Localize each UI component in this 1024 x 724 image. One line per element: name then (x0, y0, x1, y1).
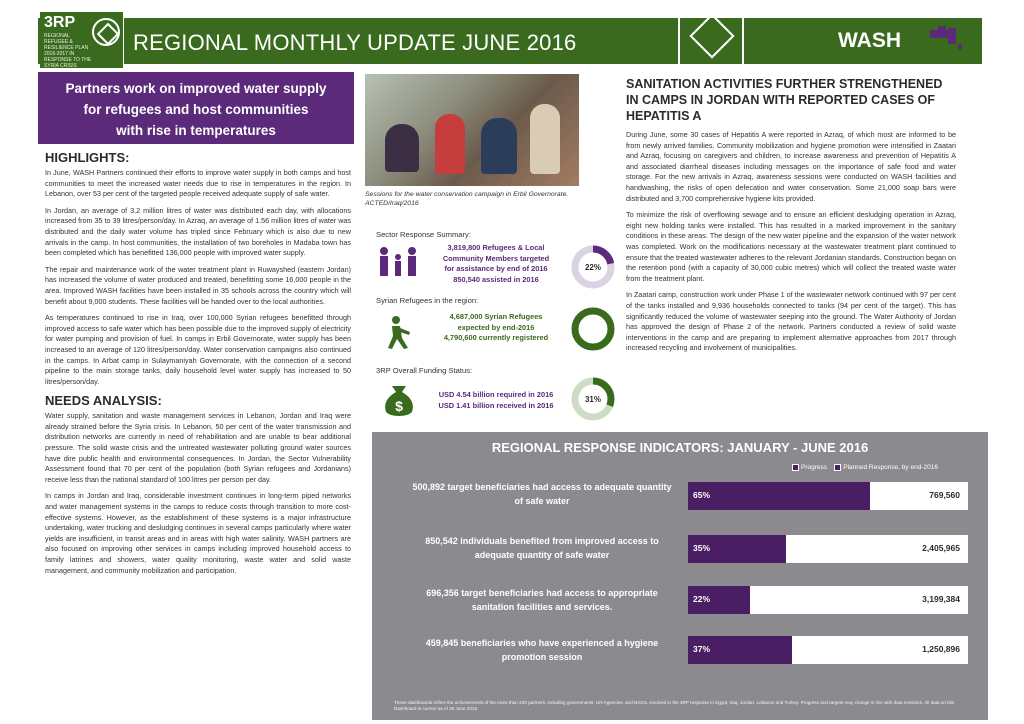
indicator-bar-fill (688, 482, 870, 510)
summary-line: 850,540 assisted in 2016 (453, 274, 539, 284)
indicators-footnote: These dashboards reflect the achievements of the more than 200 partners, including governments, UN Agencies, and NGOs, involved in the 3RP response in Egypt, Iraq, Jordan, Lebanon and Turkey. Progress and targets may change in line with data revisions. All data on this Dashboard is current as of 30 June 2016 (394, 700, 955, 711)
highlights-paragraph: As temperatures continued to rise in Iraq, over 100,000 Syrian refugees benefitted through improved access to safe water which has been possible due to the improved supply of electricity for water pumping and provision of fuel. In camps in Erbil Governorate, water supply has been increased to an average of 120 litres/person/day. Water conservation campaigns also continued in the camps. In Arbat camp in Sulaymaniyah Governorate, with the connection of a second pipeline to the main storage tanks, daily household level water supply has increased to 50 litres/person/day. (45, 313, 351, 386)
response-indicators-panel (372, 432, 988, 720)
svg-text:$: $ (395, 398, 403, 414)
refugees-progress-ring (570, 306, 616, 352)
indicator-label (394, 534, 690, 562)
indicator-target-total: 3,199,384 (922, 594, 960, 604)
funding-summary-text (424, 390, 568, 411)
legend-planned-label: Planned Response, by end-2016 (843, 464, 938, 472)
decorative-emblem-icon (678, 12, 744, 68)
right-column (626, 130, 956, 360)
indicator-label (394, 586, 690, 614)
sector-progress-label: 22% (584, 263, 602, 272)
money-bag-icon (380, 384, 418, 416)
indicator-label (394, 636, 690, 664)
indicator-percent: 22% (693, 594, 711, 604)
indicator-label-line: 500,892 target beneficiaries had access to adequate quantity (412, 482, 672, 492)
sanitation-paragraph: To minimize the risk of overflowing sewage and to ensure an efficient desludging operation in Azraq, eight new holding tanks were installed. This has resulted in a marked improvement in the sanitary conditions in these areas. The design of the new water pipeline and the expansion of the water network was completed. Work on the modifications necessary at the wastewater treatment plant continued to ensure that the treated wastewater adheres to the relevant Jordanian standards. Construction began on the retention pond (with a capacity of 30,000 cubic metres) which will collect the treated waste water from the treatment plant. (626, 210, 956, 283)
left-column (45, 150, 351, 582)
indicator-percent: 37% (693, 644, 711, 654)
funding-heading: 3RP Overall Funding Status: (376, 366, 473, 375)
sector-summary-heading: Sector Response Summary: (376, 230, 471, 239)
indicator-label (394, 480, 690, 508)
indicator-target-total: 1,250,896 (922, 644, 960, 654)
page-header (0, 0, 1024, 70)
legend-planned-swatch (834, 464, 841, 471)
indicator-target-total: 2,405,965 (922, 543, 960, 553)
highlights-paragraph: In Jordan, an average of 3.2 million litres of water was distributed each day, with allocations increased from 35 to 39 litres/person/day. In Azraq, an average of 1.56 million litres of water was distributed and the daily water volume has tripled since February which is also due to new arrivals in the camp. In host communities, the installation of two boreholes in Madaba town has been completed which has benefitted 136,000 people with improved water supply. (45, 205, 351, 258)
sanitation-title: SANITATION ACTIVITIES FURTHER STRENGTHENED IN CAMPS IN JORDAN WITH REPORTED CASES OF HEPATITIS A (626, 77, 943, 123)
indicator-bar (688, 535, 968, 563)
headline-banner (38, 72, 354, 144)
sanitation-paragraph: In Zaatari camp, construction work under Phase 1 of the wastewater network continued with 97 per cent of the tanks installed and 9,936 households connected to tanks (94 per cent of the target). This has significantly reduced the volume of wastewater seeping into the ground. The Water Authority of Jordan has approved the design of Phase 2 of the network. Partners conducted a review of solid waste interventions in the camp and are preparing to implement alternative approaches from 2017 through increased recycling and involvement of municipalities. (626, 290, 957, 353)
indicator-bar (688, 636, 968, 664)
funding-progress-ring (570, 376, 616, 422)
indicator-label-line: 696,356 target beneficiaries had access to appropriate (426, 588, 658, 598)
page-title: REGIONAL MONTHLY UPDATE JUNE 2016 (133, 30, 577, 55)
banner-line: with rise in temperatures (116, 123, 276, 138)
indicators-legend (792, 464, 938, 471)
indicator-bar (688, 482, 968, 510)
indicator-target-total: 769,560 (929, 490, 960, 500)
refugees-heading: Syrian Refugees in the region: (376, 296, 479, 305)
legend-progress-swatch (792, 464, 799, 471)
logo-text: 3RP (44, 14, 76, 31)
water-tap-icon (928, 24, 966, 54)
needs-analysis-title: NEEDS ANALYSIS: (45, 393, 162, 409)
indicator-percent: 35% (693, 543, 711, 553)
indicator-label-line: 459,845 beneficiaries who have experienced a hygiene (425, 638, 659, 648)
summary-line: for assistance by end of 2016 (444, 264, 548, 273)
indicator-label-line: of safe water (514, 496, 570, 506)
sanitation-paragraph: During June, some 30 cases of Hepatitis A were reported in Azraq, of which most are informed to be from newly arrived families. Community mobilization and hygiene promotion were intensified in Zaatari and Azraq, focusing on caregivers and children, to increase awareness and prevention of Hepatitis A and associated diarrheal diseases including messages on the importance of safe food and water storage. For the new arrivals in Azraq, awareness sessions were conducted on WASH facilities and handwashing, the risks of open defecation and water conservation. Some 21,000 soap bars were distributed and 3,700 comprehensive hygiene kits provided. (626, 130, 956, 203)
photo-caption: Sessions for the water conservation campaign in Erbil Governorate. ACTED/Iraq/2016 (365, 191, 569, 207)
needs-paragraph: In camps in Jordan and Iraq, considerable investment continues in long-term piped networks and water management systems in the camps to reduce costs through transition to more cost-effective systems. However, as the establishment of these systems is a major infrastructure undertaking, water trucking and desludging continues in several camps particularly where water yields are insufficient, in transit areas and in areas with high water salinity. WASH partners are also focused on improving other services in camps including improved household access to family latrines and showers, water quality monitoring, waste water and solid waste management, and community mobilization and participation. (45, 491, 351, 575)
indicator-label-line: 850,542 individuals benefited from improved access to (425, 536, 659, 546)
3rp-logo (40, 12, 124, 68)
highlights-paragraph: In June, WASH Partners continued their efforts to improve water supply in both camps and host communities to meet the increased water needs due to rise in temperatures in the region. In Lebanon, over 53 per cent of the targeted people received adequate supply of safe water. (45, 168, 351, 199)
logo-subtext: REGIONAL REFUGEE & RESILIENCE PLAN 2016-2017 IN RESPONSE TO THE SYRIA CRISIS (44, 33, 92, 69)
summary-line: 4,790,600 currently registered (443, 333, 549, 342)
summary-line: Community Members targeted (442, 253, 550, 263)
highlights-paragraph: The repair and maintenance work of the water treatment plant in Ruwayshed (eastern Jordan) has increased the volume of water produced and treated, benefitting some 16,000 people in the area. Improved WASH facilities have been installed in 35 schools across the country which will benefit about 9,000 students. These facilities will be handed over to the local authorities. (45, 264, 351, 306)
needs-paragraph: Water supply, sanitation and waste management services in Lebanon, Jordan and Iraq were already strained before the Syria crisis. In Lebanon, 50 per cent of the water transmission and distribution networks are currently in need of rehabilitation and are unable to bear additional pressure. The solid waste crisis and the untreated wastewater polluting ground water sources have dire public health and environmental consequences. In Jordan, the Sector Vulnerability Assessment found that 70 per cent of the population (both Syrian refugees and Jordanians) receive less than the national standard of 100 litres per person per day. (45, 411, 351, 484)
refugees-progress-label: 102% (582, 325, 604, 334)
sector-label: WASH (838, 29, 901, 52)
summary-line: expected by end-2016 (457, 322, 535, 332)
summary-line: 3,819,800 Refugees & Local (447, 243, 545, 252)
field-photo (365, 74, 579, 186)
sector-progress-ring (570, 244, 616, 290)
sector-summary-text (424, 243, 568, 285)
highlights-title: HIGHLIGHTS: (45, 150, 130, 165)
walking-person-icon (382, 316, 416, 350)
indicator-label-line: promotion session (501, 652, 583, 662)
refugees-summary-text (424, 312, 568, 344)
indicator-label-line: sanitation facilities and services. (471, 602, 613, 612)
family-icon (376, 246, 420, 278)
logo-emblem-icon (92, 18, 120, 46)
summary-line: 4,687,000 Syrian Refugees (449, 312, 543, 321)
indicator-label-line: adequate quantity of safe water (474, 550, 610, 560)
funding-progress-label: 31% (584, 395, 602, 404)
banner-line: Partners work on improved water supply (65, 81, 327, 96)
indicators-title: REGIONAL RESPONSE INDICATORS: JANUARY - JUNE 2016 (491, 440, 869, 455)
summary-line: USD 4.54 billion required in 2016 (438, 390, 554, 399)
legend-progress-label: Progress (801, 464, 828, 472)
banner-line: for refugees and host communities (83, 102, 309, 117)
indicator-bar (688, 586, 968, 614)
summary-line: USD 1.41 billion received in 2016 (438, 400, 554, 410)
indicator-percent: 65% (693, 490, 711, 500)
